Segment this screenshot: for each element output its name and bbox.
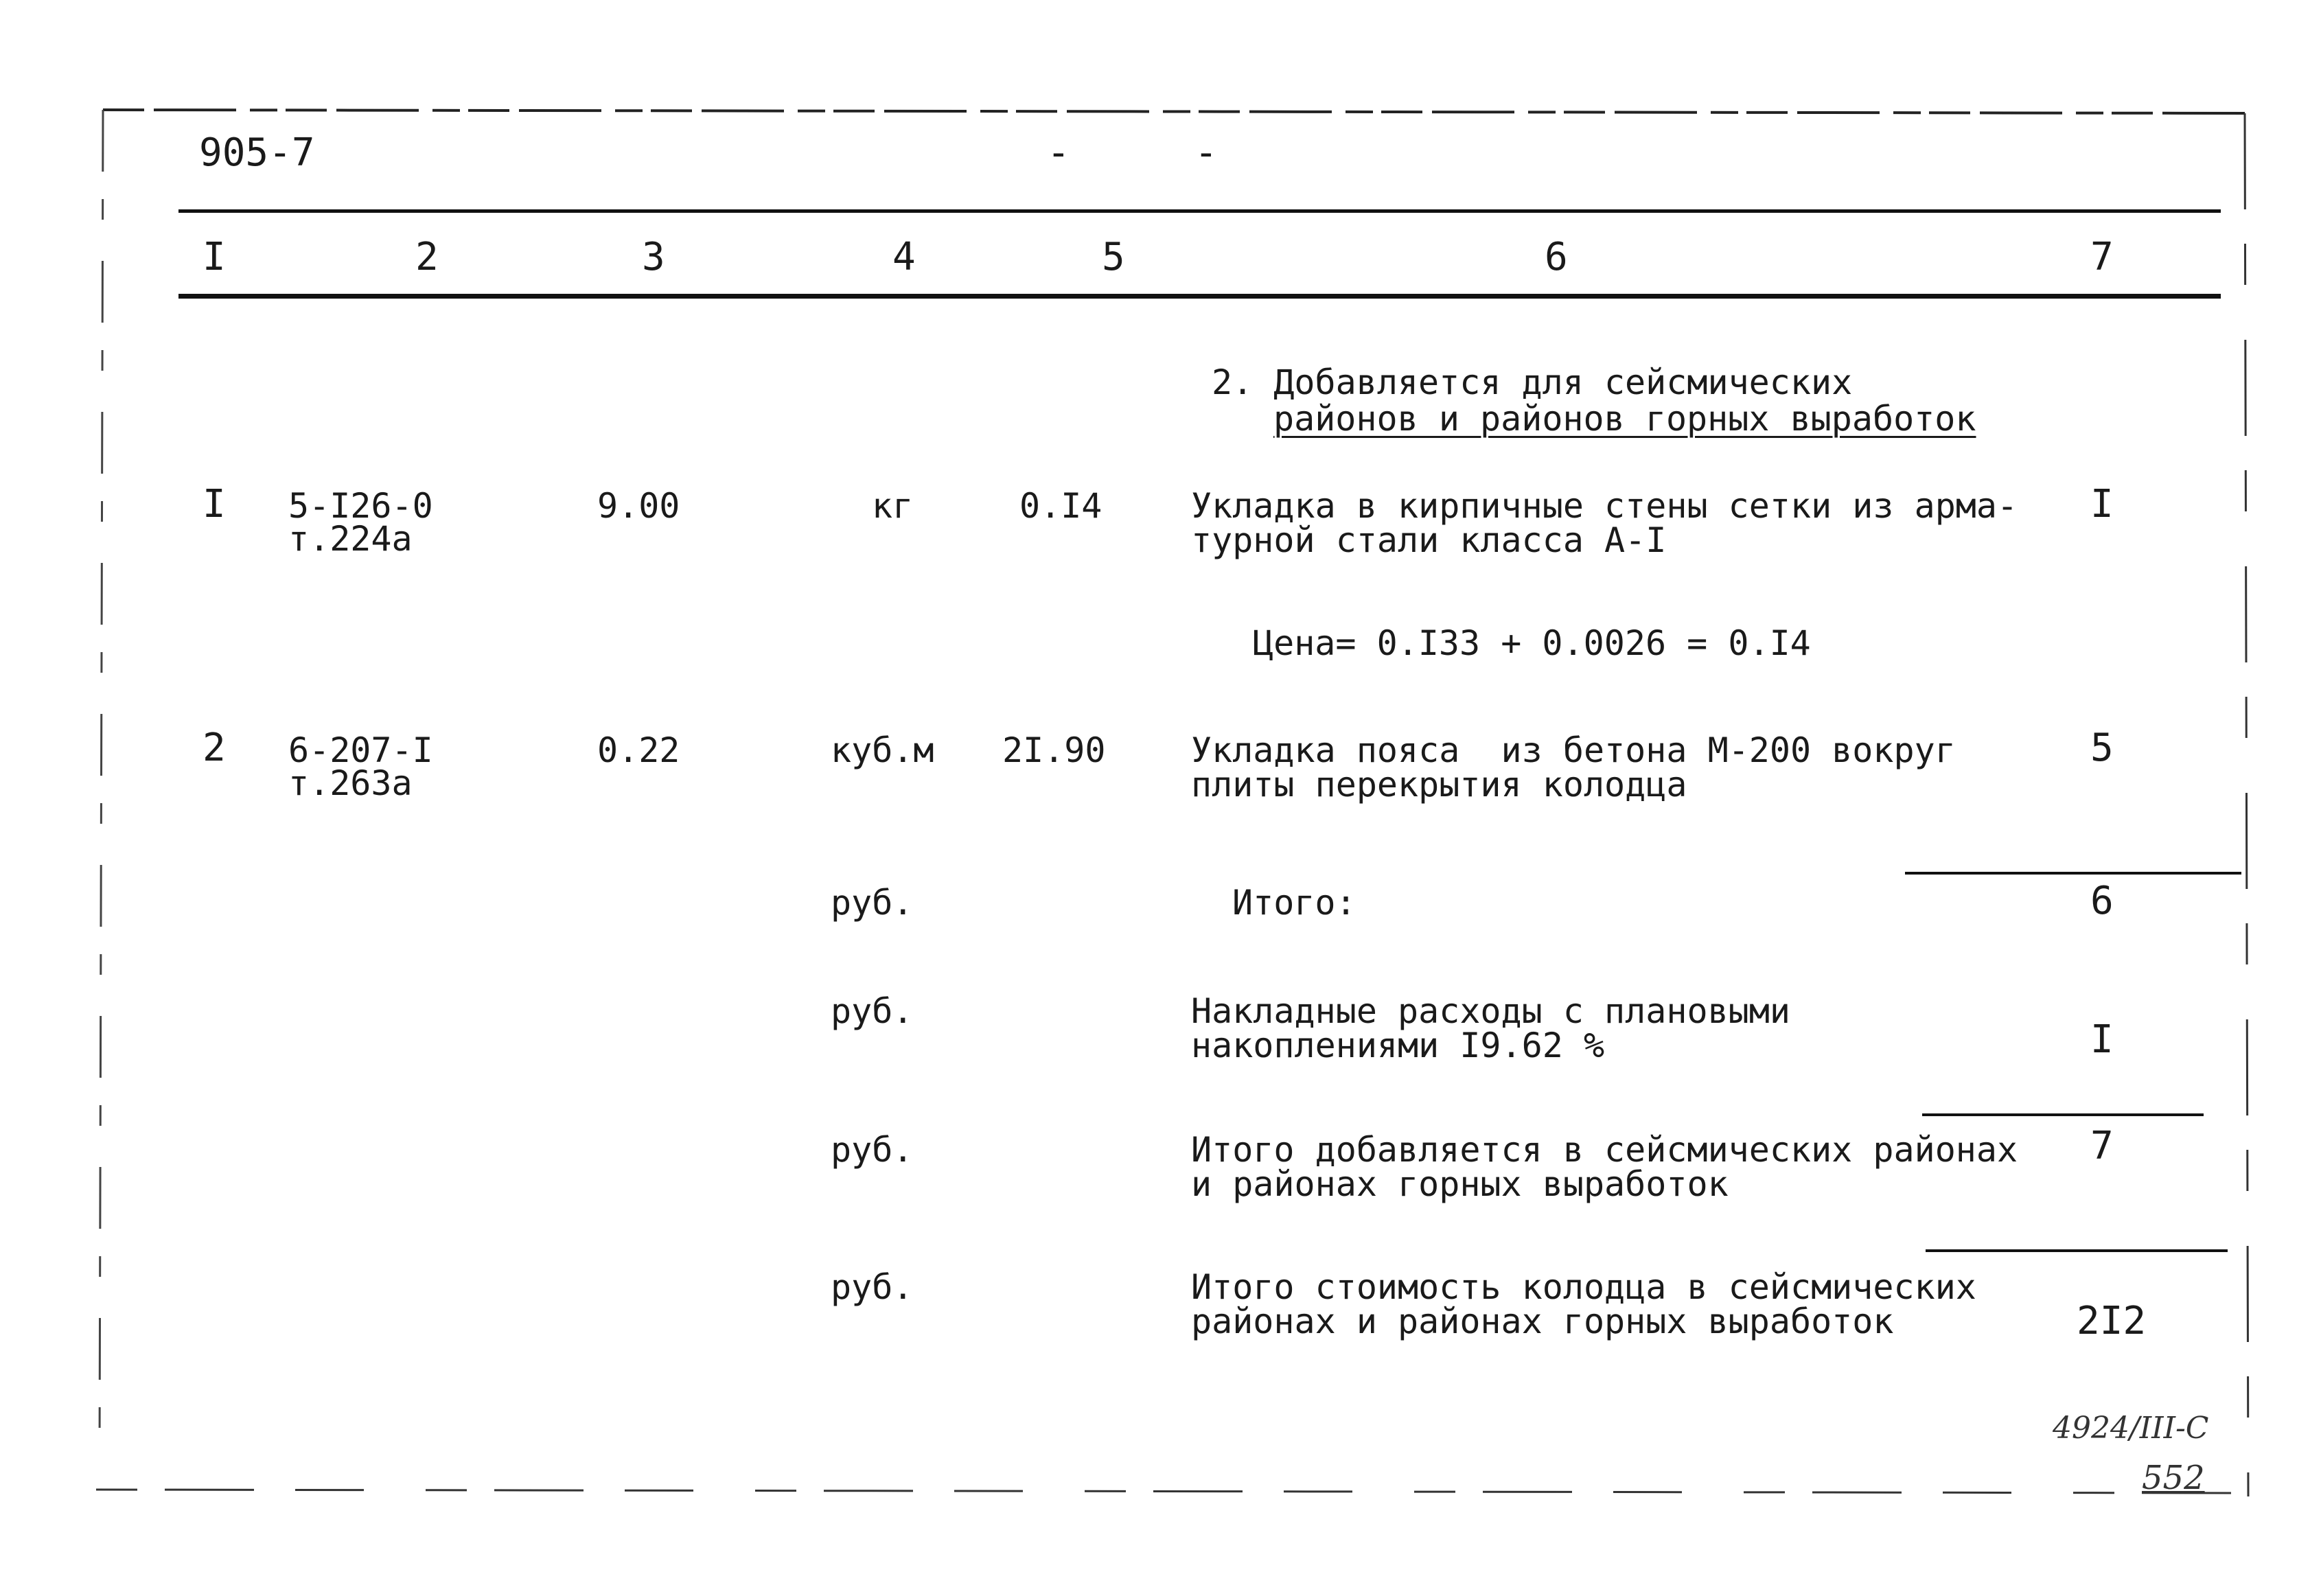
summary-rule-1	[1905, 872, 2241, 875]
row-2-quantity: 0.22	[597, 730, 680, 770]
row-1-unit: кг	[872, 486, 914, 526]
row-1-code: 5-I26-0	[288, 486, 433, 526]
row-2-table-ref: т.263а	[288, 763, 413, 803]
row-2-code: 6-207-I	[288, 730, 433, 770]
column-header-5: 5	[1102, 235, 1125, 279]
header-dash-1: -	[1047, 130, 1070, 175]
column-header-1: I	[203, 235, 226, 279]
summary-2-unit: руб.	[831, 991, 914, 1031]
summary-2-total: I	[2090, 1017, 2114, 1062]
summary-4-unit: руб.	[831, 1267, 914, 1307]
header-bottom-rule	[178, 294, 2221, 299]
row-2-number: 2	[203, 726, 226, 770]
row-1-total: I	[2090, 482, 2114, 527]
summary-3-description-line2: и районах горных выработок	[1191, 1164, 1729, 1204]
archive-stamp-page: 552	[2142, 1459, 2205, 1497]
row-1-description-line1: Укладка в кирпичные стены сетки из арма-	[1191, 486, 2018, 526]
document-code: 905-7	[199, 130, 315, 175]
section-title-line2: районов и районов горных выработок	[1273, 399, 1976, 439]
column-header-7: 7	[2090, 235, 2114, 279]
row-1-number: I	[203, 482, 226, 527]
row-2-description-line1: Укладка пояса из бетона М-200 вокруг	[1191, 730, 1956, 770]
archive-stamp-number: 4924/III-С	[2053, 1411, 2209, 1446]
summary-1-total: 6	[2090, 879, 2114, 923]
column-header-3: 3	[642, 235, 665, 279]
header-dash-2: -	[1194, 130, 1218, 175]
summary-2-description-line1: Накладные расходы с плановыми	[1191, 991, 1790, 1031]
row-1-table-ref: т.224а	[288, 519, 413, 559]
column-header-2: 2	[415, 235, 439, 279]
row-1-price: 0.I4	[1019, 486, 1102, 526]
summary-rule-3	[1926, 1249, 2228, 1252]
row-1-quantity: 9.00	[597, 486, 680, 526]
summary-3-unit: руб.	[831, 1130, 914, 1170]
summary-4-total: 2I2	[2077, 1299, 2147, 1343]
summary-rule-2	[1922, 1113, 2204, 1116]
header-top-rule	[178, 209, 2221, 213]
summary-2-description-line2: накоплениями I9.62 %	[1191, 1026, 1605, 1065]
row-1-price-note: Цена= 0.I33 + 0.0026 = 0.I4	[1253, 623, 1811, 663]
summary-1-unit: руб.	[831, 883, 914, 923]
summary-1-label: Итого:	[1232, 883, 1356, 923]
section-title-line1: 2. Добавляется для сейсмических	[1212, 362, 1853, 402]
row-2-description-line2: плиты перекрытия колодца	[1191, 765, 1687, 805]
row-2-price: 2I.90	[1002, 730, 1106, 770]
row-1-description-line2: турной стали класса А-I	[1191, 520, 1667, 560]
row-2-unit: куб.м	[831, 730, 934, 770]
summary-3-description-line1: Итого добавляется в сейсмических районах	[1191, 1130, 2018, 1170]
column-header-4: 4	[892, 235, 916, 279]
summary-3-total: 7	[2090, 1124, 2114, 1168]
summary-4-description-line2: районах и районах горных выработок	[1191, 1302, 1894, 1341]
summary-4-description-line1: Итого стоимость колодца в сейсмических	[1191, 1267, 1976, 1307]
column-header-6: 6	[1545, 235, 1568, 279]
row-2-total: 5	[2090, 726, 2114, 770]
